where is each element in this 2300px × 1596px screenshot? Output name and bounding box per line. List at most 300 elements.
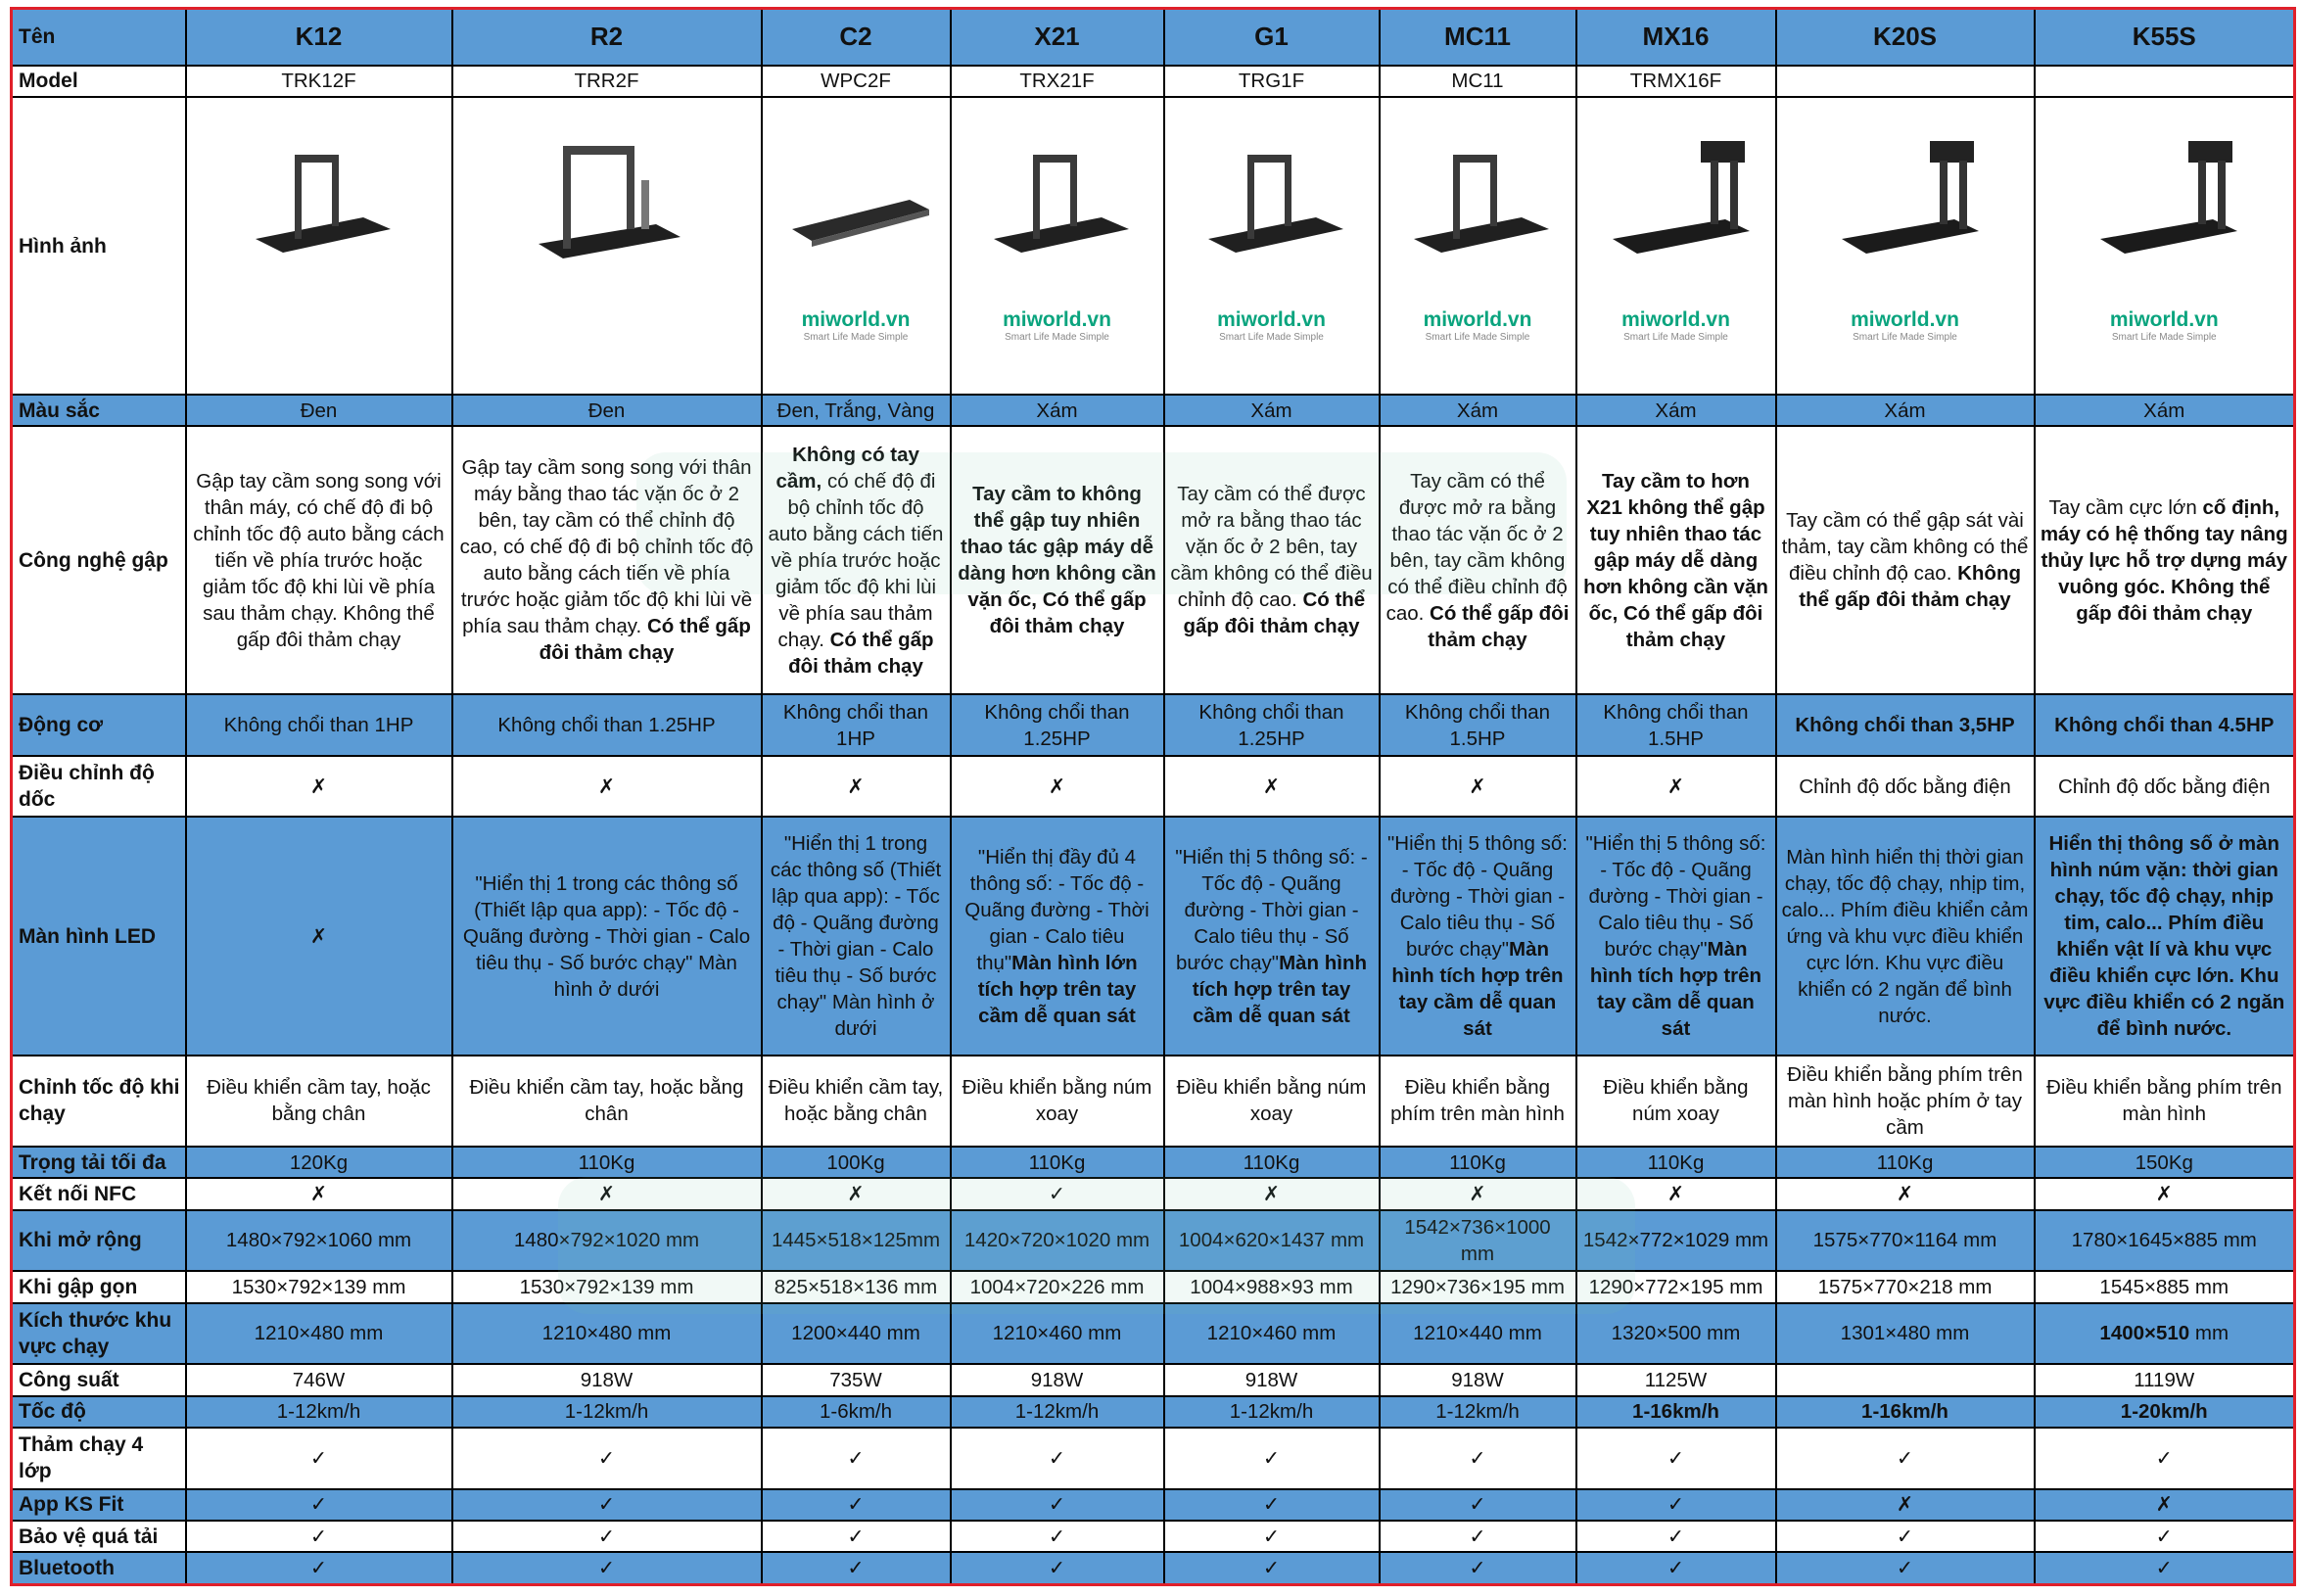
- miworld-tagline: Smart Life Made Simple: [1005, 332, 1109, 344]
- miworld-tagline: Smart Life Made Simple: [1425, 332, 1530, 344]
- product-image: [1381, 114, 1575, 378]
- color-value: Xám: [2143, 399, 2185, 422]
- nfc-value: ✗: [1666, 1182, 1685, 1205]
- cell-mat: [2035, 1428, 2295, 1489]
- speed-ctrl-value: Điều khiển bằng núm xoay: [1603, 1076, 1749, 1126]
- cell-folded: [186, 1271, 452, 1302]
- bt-value: ✓: [597, 1557, 616, 1580]
- cell-load: [1776, 1147, 2035, 1178]
- motor-value: Không chổi than 1.25HP: [984, 700, 1130, 750]
- cell-mat: [1576, 1428, 1776, 1489]
- cell-nfc: [1380, 1178, 1576, 1209]
- cell-model: [1776, 66, 2035, 97]
- row-incline: [12, 756, 2295, 818]
- row-led: [12, 817, 2295, 1056]
- cell-power: [1380, 1364, 1576, 1395]
- led-text: "Hiển thị 1 trong các thông số (Thiết lập qua app): - Tốc độ - Quãng đường - Thời gian - Calo tiêu thụ - Số bước chạy" Màn hình ở dưới: [462, 871, 751, 1001]
- model-value: TRK12F: [281, 70, 356, 93]
- area-text: 1200×440 mm: [791, 1322, 920, 1345]
- miworld-tagline: Smart Life Made Simple: [803, 332, 909, 344]
- cell-mat: [1380, 1428, 1576, 1489]
- area-text: 1210×440 mm: [1413, 1322, 1542, 1345]
- open-value: 1542×772×1029 mm: [1582, 1229, 1769, 1252]
- row-open: [12, 1210, 2295, 1272]
- load-value: 110Kg: [1647, 1150, 1705, 1174]
- overload-value: ✓: [2155, 1525, 2173, 1548]
- color-value: Xám: [1250, 399, 1292, 422]
- row-overload: [12, 1521, 2295, 1552]
- color-value: Xám: [1036, 399, 1078, 422]
- cell-area: [1776, 1303, 2035, 1365]
- speed-ctrl-value: Điều khiển cầm tay, hoặc bằng chân: [469, 1076, 744, 1126]
- mat-value: ✓: [597, 1446, 616, 1470]
- row-label: Chỉnh tốc độ khi chạy: [12, 1056, 186, 1147]
- cell-app: [2035, 1489, 2295, 1521]
- cell-overload: [1164, 1521, 1380, 1552]
- cell-motor: [452, 694, 762, 756]
- cell-name: [452, 9, 762, 66]
- product-image: [1777, 114, 2034, 378]
- cell-app: [762, 1489, 951, 1521]
- miworld-tagline: Smart Life Made Simple: [1219, 332, 1324, 344]
- miworld-logo: miworld.vn: [1003, 308, 1111, 332]
- speed-value: 1-6km/h: [819, 1400, 893, 1424]
- cell-overload: [1776, 1521, 2035, 1552]
- cell-led: [452, 817, 762, 1056]
- product-image: [2036, 114, 2294, 378]
- open-value: 1780×1645×885 mm: [2071, 1229, 2257, 1252]
- led-text: "Hiển thị 5 thông số: - Tốc độ - Quãng đường - Thời gian - Calo tiêu thụ - Số bước chạy": [1387, 832, 1568, 962]
- fold-highlight-text: Có thể gấp đôi thảm chạy: [539, 615, 751, 665]
- led-text: Màn hình hiển thị thời gian chạy, tốc độ chạy, nhịp tim, calo... Phím điều khiển cảm ứng và khu vực điều khiển cực lớn. Khu vực điều khiển có 2 ngăn để bình nước.: [1781, 845, 2029, 1027]
- power-value: 1119W: [2134, 1368, 2195, 1391]
- product-image: [952, 114, 1163, 378]
- cell-mat: [452, 1428, 762, 1489]
- folded-value: 1004×720×226 mm: [969, 1275, 1145, 1298]
- row-label: Model: [12, 66, 186, 97]
- app-value: ✗: [2155, 1493, 2173, 1517]
- bt-value: ✓: [847, 1557, 865, 1580]
- cell-color: [2035, 395, 2295, 426]
- miworld-tagline: Smart Life Made Simple: [1853, 332, 1957, 344]
- speed-ctrl-value: Điều khiển bằng phím trên màn hình hoặc phím ở tay cầm: [1787, 1062, 2023, 1139]
- nfc-value: ✗: [2155, 1182, 2173, 1205]
- cell-power: [1776, 1364, 2035, 1395]
- open-value: 1004×620×1437 mm: [1178, 1229, 1365, 1252]
- speed-ctrl-value: Điều khiển cầm tay, hoặc bằng chân: [768, 1076, 944, 1126]
- load-value: 110Kg: [578, 1150, 635, 1174]
- cell-speed-ctrl: [186, 1056, 452, 1147]
- cell-power: [951, 1364, 1164, 1395]
- name-value: K20S: [1872, 22, 1938, 52]
- cell-led: [951, 817, 1164, 1056]
- fold-text: Tay cầm có thể được mở ra bằng thao tác vặn ốc ở 2 bên, tay cầm không có thể điều chỉnh độ cao.: [1385, 469, 1568, 625]
- cell-speed: [951, 1396, 1164, 1428]
- cell-motor: [1776, 694, 2035, 756]
- cell-speed: [1164, 1396, 1380, 1428]
- overload-value: ✓: [847, 1525, 865, 1548]
- cell-app: [1380, 1489, 1576, 1521]
- speed-ctrl-value: Điều khiển bằng phím trên màn hình: [1390, 1076, 1565, 1126]
- motor-value: Không chổi than 4.5HP: [2054, 714, 2275, 737]
- cell-bt: [1776, 1552, 2035, 1584]
- overload-value: ✓: [1048, 1525, 1066, 1548]
- cell-open: [186, 1210, 452, 1272]
- load-value: 120Kg: [289, 1150, 349, 1174]
- mat-value: ✓: [1896, 1446, 1914, 1470]
- area-bold-text: 1400×510: [2099, 1322, 2190, 1345]
- row-label: App KS Fit: [12, 1489, 186, 1521]
- overload-value: ✓: [1262, 1525, 1281, 1548]
- color-value: Đen, Trắng, Vàng: [776, 399, 935, 422]
- cell-speed: [452, 1396, 762, 1428]
- row-label: Công suất: [12, 1364, 186, 1395]
- cell-overload: [762, 1521, 951, 1552]
- led-text: "Hiển thị 1 trong các thông số (Thiết lập qua app): - Tốc độ - Quãng đường - Thời gian - Calo tiêu thụ - Số bước chạy" Màn hình ở dưới: [770, 832, 942, 1041]
- app-value: ✓: [597, 1493, 616, 1517]
- cell-incline: [1380, 756, 1576, 818]
- cell-motor: [951, 694, 1164, 756]
- fold-highlight-text: Có thể gấp đôi thảm chạy: [1428, 601, 1570, 651]
- cell-open: [1380, 1210, 1576, 1272]
- cell-mat: [762, 1428, 951, 1489]
- cell-incline: [1164, 756, 1380, 818]
- cell-overload: [1576, 1521, 1776, 1552]
- cell-fold: [1576, 426, 1776, 694]
- folded-value: 1004×988×93 mm: [1190, 1275, 1353, 1298]
- nfc-value: ✓: [1048, 1182, 1066, 1205]
- cell-incline: [1576, 756, 1776, 818]
- speed-value: 1-12km/h: [1229, 1400, 1314, 1424]
- speed-ctrl-value: Điều khiển cầm tay, hoặc bằng chân: [207, 1076, 431, 1126]
- name-value: K12: [295, 22, 343, 52]
- incline-value: Chỉnh độ dốc bằng điện: [1799, 775, 2011, 798]
- overload-value: ✓: [597, 1525, 616, 1548]
- cell-bt: [1576, 1552, 1776, 1584]
- cell-speed-ctrl: [1576, 1056, 1776, 1147]
- cell-nfc: [951, 1178, 1164, 1209]
- load-value: 150Kg: [2135, 1150, 2193, 1174]
- fold-highlight-text: Có thể gấp đôi thảm chạy: [1622, 601, 1763, 651]
- cell-overload: [186, 1521, 452, 1552]
- fold-text: Gập tay cầm song song với thân máy, có chế độ đi bộ chỉnh tốc độ auto bằng cách tiến về phía trước hoặc giảm tốc độ khi lùi về phía sau thảm chạy. Không thể gấp đôi thảm chạy: [193, 469, 445, 651]
- nfc-value: ✗: [1469, 1182, 1486, 1205]
- name-value: MC11: [1444, 22, 1511, 52]
- cell-nfc: [2035, 1178, 2295, 1209]
- mat-value: ✓: [847, 1446, 865, 1470]
- cell-app: [186, 1489, 452, 1521]
- cell-speed-ctrl: [452, 1056, 762, 1147]
- cell-open: [2035, 1210, 2295, 1272]
- cell-image: [452, 97, 762, 395]
- cell-fold: [951, 426, 1164, 694]
- cell-motor: [1164, 694, 1380, 756]
- led-highlight-text: Màn hình lớn tích hợp trên tay cầm dễ quan sát: [977, 951, 1138, 1027]
- bt-value: ✓: [1048, 1557, 1066, 1580]
- cell-overload: [452, 1521, 762, 1552]
- overload-value: ✓: [309, 1525, 328, 1548]
- table-body: [12, 9, 2295, 1585]
- row-bt: [12, 1552, 2295, 1584]
- power-value: 1125W: [1644, 1368, 1708, 1391]
- cell-motor: [1576, 694, 1776, 756]
- product-image: [1165, 114, 1379, 378]
- incline-value: ✗: [1262, 775, 1281, 798]
- row-folded: [12, 1271, 2295, 1302]
- cell-incline: [2035, 756, 2295, 818]
- cell-power: [452, 1364, 762, 1395]
- speed-ctrl-value: Điều khiển bằng núm xoay: [962, 1076, 1152, 1126]
- row-label: Khi mở rộng: [12, 1210, 186, 1272]
- incline-value: Chỉnh độ dốc bằng điện: [2057, 775, 2271, 798]
- cell-motor: [2035, 694, 2295, 756]
- folded-value: 1530×792×139 mm: [231, 1275, 406, 1298]
- name-value: MX16: [1642, 22, 1710, 52]
- cell-nfc: [452, 1178, 762, 1209]
- motor-value: Không chổi than 1HP: [223, 714, 414, 737]
- cell-led: [2035, 817, 2295, 1056]
- mat-value: ✓: [1262, 1446, 1281, 1470]
- cell-speed: [762, 1396, 951, 1428]
- cell-bt: [186, 1552, 452, 1584]
- power-value: 746W: [292, 1368, 346, 1391]
- name-value: X21: [1034, 22, 1080, 52]
- led-highlight-text: Màn hình tích hợp trên tay cầm dễ quan sát: [1192, 951, 1368, 1027]
- cell-power: [1576, 1364, 1776, 1395]
- led-text: "Hiển thị đầy đủ 4 thông số: - Tốc độ - Quãng đường - Thời gian - Calo tiêu thụ": [964, 845, 1150, 974]
- cell-bt: [951, 1552, 1164, 1584]
- cell-folded: [951, 1271, 1164, 1302]
- incline-value: ✗: [1048, 775, 1066, 798]
- cell-folded: [452, 1271, 762, 1302]
- cell-power: [1164, 1364, 1380, 1395]
- cell-color: [762, 395, 951, 426]
- overload-value: ✓: [1469, 1525, 1486, 1548]
- fold-text: Tay cầm có thể gập sát vài thảm, tay cầm không có thể điều chỉnh độ cao.: [1781, 509, 2029, 586]
- cell-folded: [2035, 1271, 2295, 1302]
- folded-value: 1290×772×195 mm: [1588, 1275, 1763, 1298]
- row-label: Bảo vệ quá tải: [12, 1521, 186, 1552]
- cell-image: [2035, 97, 2295, 395]
- cell-folded: [1576, 1271, 1776, 1302]
- cell-image: [1164, 97, 1380, 395]
- led-text: ✗: [309, 924, 328, 948]
- model-value: TRX21F: [1019, 70, 1095, 93]
- motor-value: Không chổi than 3,5HP: [1795, 714, 2015, 737]
- cell-bt: [1380, 1552, 1576, 1584]
- nfc-value: ✗: [847, 1182, 865, 1205]
- cell-area: [1576, 1303, 1776, 1365]
- cell-name: [1776, 9, 2035, 66]
- cell-load: [186, 1147, 452, 1178]
- cell-area: [1164, 1303, 1380, 1365]
- cell-image: [951, 97, 1164, 395]
- cell-color: [1164, 395, 1380, 426]
- bt-value: ✓: [1666, 1557, 1685, 1580]
- mat-value: ✓: [1666, 1446, 1685, 1470]
- led-highlight-text: Màn hình tích hợp trên tay cầm dễ quan sát: [1589, 938, 1762, 1041]
- speed-value: 1-12km/h: [276, 1400, 361, 1424]
- cell-model: [951, 66, 1164, 97]
- miworld-logo: miworld.vn: [1851, 308, 1959, 332]
- speed-value: 1-12km/h: [1014, 1400, 1100, 1424]
- product-image: [453, 114, 761, 378]
- nfc-value: ✗: [1896, 1182, 1914, 1205]
- area-text: 1210×460 mm: [992, 1322, 1122, 1345]
- open-value: 1480×792×1020 mm: [513, 1229, 700, 1252]
- cell-nfc: [762, 1178, 951, 1209]
- cell-load: [1380, 1147, 1576, 1178]
- open-value: 1445×518×125mm: [771, 1229, 941, 1252]
- cell-name: [186, 9, 452, 66]
- incline-value: ✗: [847, 775, 865, 798]
- mat-value: ✓: [1469, 1446, 1486, 1470]
- cell-color: [186, 395, 452, 426]
- bt-value: ✓: [1469, 1557, 1486, 1580]
- row-label: Động cơ: [12, 694, 186, 756]
- led-highlight-text: Màn hình tích hợp trên tay cầm dễ quan sát: [1391, 938, 1564, 1041]
- load-value: 110Kg: [1449, 1150, 1506, 1174]
- cell-mat: [951, 1428, 1164, 1489]
- cell-open: [762, 1210, 951, 1272]
- open-value: 1542×736×1000 mm: [1404, 1215, 1551, 1265]
- power-value: 918W: [1244, 1368, 1298, 1391]
- cell-load: [762, 1147, 951, 1178]
- cell-led: [762, 817, 951, 1056]
- cell-image: [1776, 97, 2035, 395]
- cell-area: [1380, 1303, 1576, 1365]
- cell-model: [762, 66, 951, 97]
- speed-value: 1-20km/h: [2120, 1400, 2208, 1424]
- cell-fold: [1164, 426, 1380, 694]
- fold-highlight-text: Không thể gấp đôi thảm chạy: [1799, 562, 2021, 612]
- cell-model: [1380, 66, 1576, 97]
- cell-speed: [1576, 1396, 1776, 1428]
- miworld-tagline: Smart Life Made Simple: [2111, 332, 2217, 344]
- comparison-table-wrapper: [10, 7, 2293, 1586]
- cell-color: [951, 395, 1164, 426]
- treadmill-comparison-table: [10, 7, 2296, 1586]
- area-text: 1210×480 mm: [541, 1322, 672, 1345]
- cell-overload: [1380, 1521, 1576, 1552]
- cell-fold: [186, 426, 452, 694]
- cell-folded: [762, 1271, 951, 1302]
- incline-value: ✗: [309, 775, 328, 798]
- row-label: Khi gập gọn: [12, 1271, 186, 1302]
- speed-value: 1-12km/h: [564, 1400, 649, 1424]
- miworld-logo: miworld.vn: [1621, 308, 1730, 332]
- cell-overload: [2035, 1521, 2295, 1552]
- cell-area: [2035, 1303, 2295, 1365]
- cell-incline: [186, 756, 452, 818]
- cell-color: [452, 395, 762, 426]
- speed-value: 1-12km/h: [1435, 1400, 1520, 1424]
- cell-open: [1164, 1210, 1380, 1272]
- cell-name: [951, 9, 1164, 66]
- mat-value: ✓: [2155, 1446, 2173, 1470]
- folded-value: 825×518×136 mm: [774, 1275, 938, 1298]
- app-value: ✓: [309, 1493, 328, 1517]
- cell-led: [186, 817, 452, 1056]
- miworld-logo: miworld.vn: [2109, 308, 2219, 332]
- cell-nfc: [186, 1178, 452, 1209]
- row-label: Màu sắc: [12, 395, 186, 426]
- speed-value: 1-16km/h: [1632, 1400, 1719, 1424]
- folded-value: 1545×885 mm: [2099, 1275, 2230, 1298]
- row-image: [12, 97, 2295, 395]
- cell-open: [1576, 1210, 1776, 1272]
- cell-open: [951, 1210, 1164, 1272]
- product-image: [763, 114, 950, 378]
- row-motor: [12, 694, 2295, 756]
- cell-speed-ctrl: [762, 1056, 951, 1147]
- app-value: ✓: [847, 1493, 865, 1517]
- cell-speed-ctrl: [1380, 1056, 1576, 1147]
- load-value: 110Kg: [1243, 1150, 1300, 1174]
- folded-value: 1530×792×139 mm: [519, 1275, 694, 1298]
- led-highlight-text: Hiển thị thông số ở màn hình núm vặn: thời gian chạy, tốc độ chạy, nhịp tim, calo... Phím điều khiển vật lí và khu vực điều khiển cực lớn. Khu vực điều khiển có 2 ngăn để bình nước.: [2043, 832, 2285, 1041]
- cell-area: [452, 1303, 762, 1365]
- incline-value: ✗: [597, 775, 616, 798]
- row-label: Trọng tải tối đa: [12, 1147, 186, 1178]
- area-text: 1210×480 mm: [254, 1322, 384, 1345]
- row-label: Điều chỉnh độ dốc: [12, 756, 186, 818]
- cell-speed-ctrl: [2035, 1056, 2295, 1147]
- product-image: [187, 114, 451, 378]
- cell-bt: [762, 1552, 951, 1584]
- cell-app: [1164, 1489, 1380, 1521]
- cell-fold: [452, 426, 762, 694]
- fold-lead-text: Tay cầm to hơn X21 không thể gập tuy nhiên thao tác gập máy dễ dàng hơn không cần vặn ốc,: [1583, 469, 1768, 625]
- power-value: 735W: [829, 1368, 882, 1391]
- power-value: 918W: [1030, 1368, 1084, 1391]
- cell-folded: [1164, 1271, 1380, 1302]
- cell-area: [762, 1303, 951, 1365]
- cell-speed: [1380, 1396, 1576, 1428]
- cell-fold: [1380, 426, 1576, 694]
- cell-area: [951, 1303, 1164, 1365]
- cell-speed-ctrl: [1164, 1056, 1380, 1147]
- product-image: [1577, 114, 1775, 378]
- motor-value: Không chổi than 1.25HP: [497, 714, 716, 737]
- mat-value: ✓: [309, 1446, 328, 1470]
- cell-load: [951, 1147, 1164, 1178]
- model-value: MC11: [1451, 70, 1504, 93]
- cell-color: [1576, 395, 1776, 426]
- cell-mat: [186, 1428, 452, 1489]
- cell-app: [452, 1489, 762, 1521]
- bt-value: ✓: [1262, 1557, 1281, 1580]
- name-value: G1: [1254, 22, 1289, 52]
- cell-led: [1380, 817, 1576, 1056]
- cell-name: [2035, 9, 2295, 66]
- cell-nfc: [1164, 1178, 1380, 1209]
- speed-ctrl-value: Điều khiển bằng núm xoay: [1176, 1076, 1367, 1126]
- miworld-tagline: Smart Life Made Simple: [1623, 332, 1728, 344]
- motor-value: Không chổi than 1HP: [782, 700, 929, 750]
- row-color: [12, 395, 2295, 426]
- row-speed-ctrl: [12, 1056, 2295, 1147]
- cell-app: [1776, 1489, 2035, 1521]
- cell-name: [1380, 9, 1576, 66]
- cell-power: [762, 1364, 951, 1395]
- folded-value: 1290×736×195 mm: [1390, 1275, 1565, 1298]
- cell-load: [1576, 1147, 1776, 1178]
- color-value: Xám: [1884, 399, 1926, 422]
- cell-name: [1576, 9, 1776, 66]
- open-value: 1420×720×1020 mm: [963, 1229, 1150, 1252]
- model-value: WPC2F: [821, 70, 891, 93]
